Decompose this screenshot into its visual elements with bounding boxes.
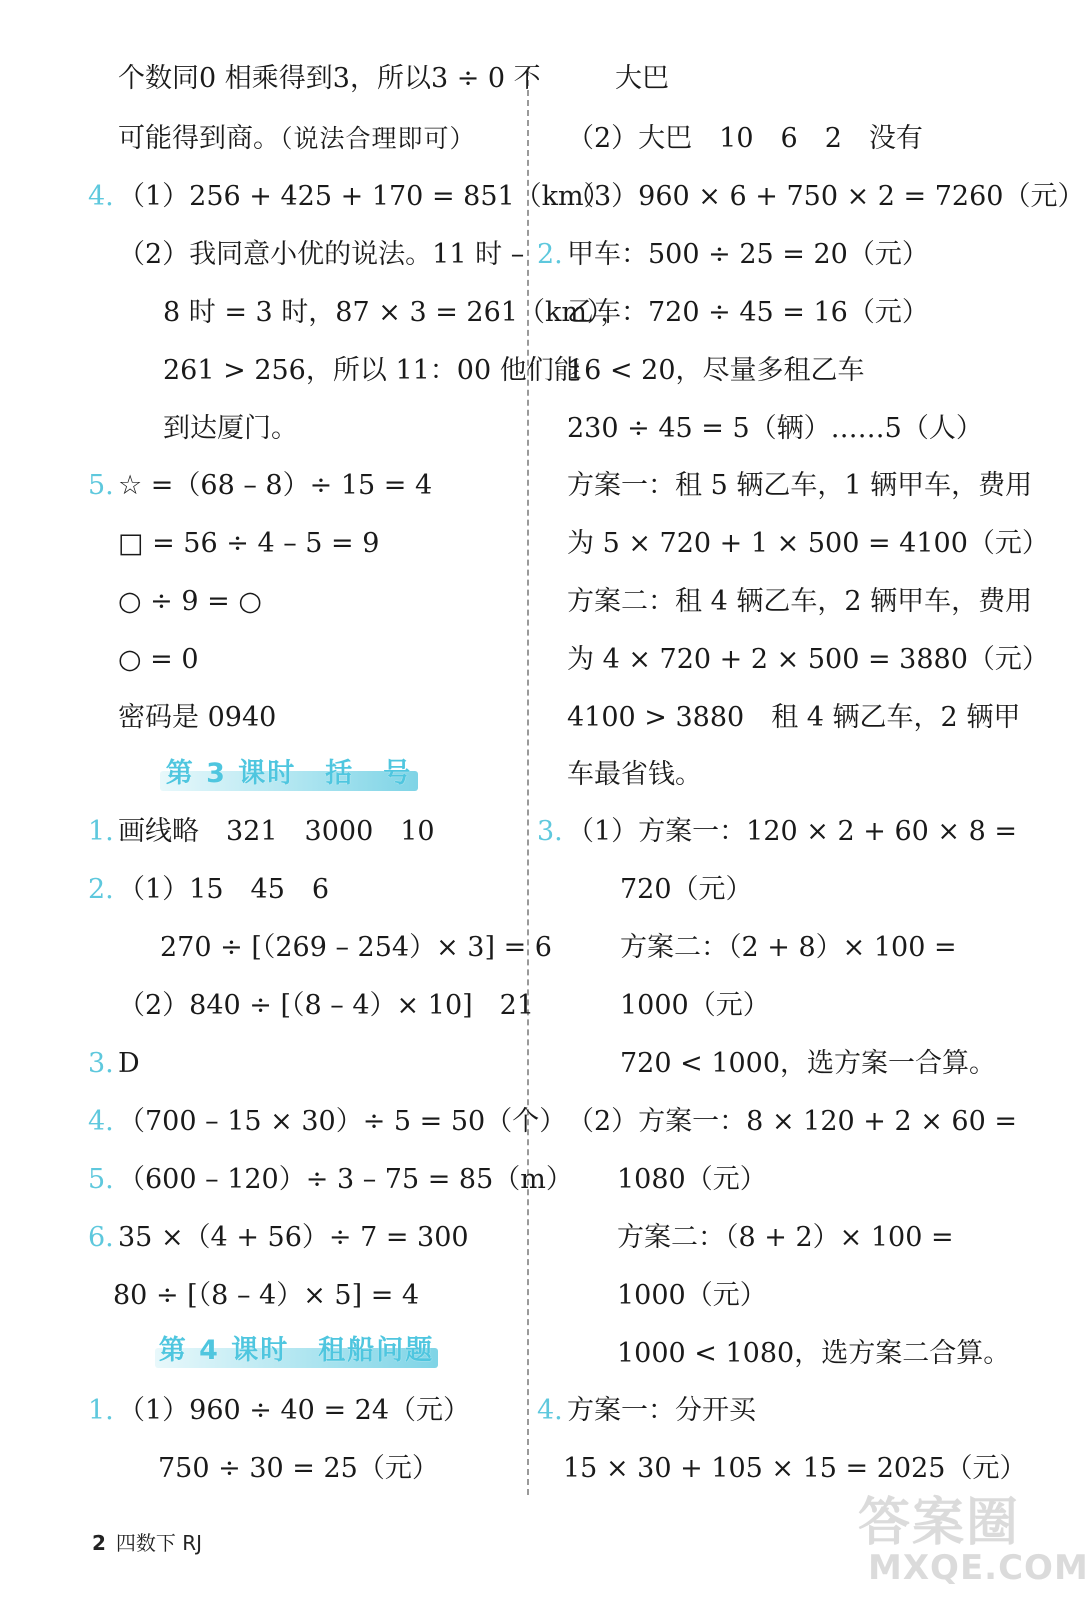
answer-line: 画线略 321 3000 10	[118, 816, 435, 847]
answer-line: （2）840 ÷ [（8 – 4）× 10] 21	[118, 990, 535, 1021]
answer-line: （700 – 15 × 30）÷ 5 = 50（个）	[118, 1106, 567, 1137]
section-title: 第 4 课时 租船问题	[158, 1335, 435, 1366]
answer-line: 720（元）	[620, 874, 753, 905]
answer-line: 35 ×（4 + 56）÷ 7 = 300	[118, 1222, 469, 1253]
answer-line: 750 ÷ 30 = 25（元）	[158, 1453, 439, 1484]
answer-line: 方案二：租 4 辆乙车，2 辆甲车，费用	[567, 586, 1033, 617]
page-footer	[92, 1527, 202, 1556]
section-title: 第 3 课时 括 号	[165, 758, 413, 789]
question-number: 5.	[88, 1164, 114, 1195]
question-number: 4.	[88, 1106, 114, 1137]
answer-line: 乙车：720 ÷ 45 = 16（元）	[567, 297, 929, 328]
answer-line: 261 > 256，所以 11：00 他们能	[163, 355, 581, 386]
question-number: 6.	[88, 1222, 114, 1253]
answer-line: 1000（元）	[617, 1280, 767, 1311]
answer-line: （1）960 ÷ 40 = 24（元）	[118, 1395, 471, 1426]
watermark-text: 答案圈	[858, 1493, 1021, 1553]
question-number: 5.	[88, 470, 114, 501]
text-line: 个数同0 相乘得到3，所以3 ÷ 0 不	[118, 63, 541, 94]
watermark-logo	[858, 1480, 1089, 1595]
question-number: 4.	[88, 181, 114, 212]
answer-line: 车最省钱。	[567, 759, 702, 790]
page-number: 2	[92, 1531, 106, 1555]
answer-line: 270 ÷ [（269 – 254）× 3] = 6	[160, 932, 552, 963]
watermark-url: MXQE.COM	[868, 1548, 1089, 1588]
answer-line: （2）大巴 10 6 2 没有	[567, 123, 923, 154]
answer-line: （1）15 45 6	[118, 874, 330, 905]
answer-line: 8 时 = 3 时，87 × 3 = 261（km），	[163, 297, 628, 328]
section-banner	[160, 756, 418, 796]
answer-line: 密码是 0940	[118, 702, 277, 733]
answer-line: 为 5 × 720 + 1 × 500 = 4100（元）	[567, 528, 1049, 559]
question-number: 4.	[537, 1395, 563, 1426]
answer-line: 到达厦门。	[163, 413, 298, 444]
question-number: 2.	[88, 874, 114, 905]
answer-line: 230 ÷ 45 = 5（辆）……5（人）	[567, 413, 983, 444]
answer-line: 16 < 20，尽量多租乙车	[567, 355, 865, 386]
answer-line: 方案一：分开买	[567, 1395, 756, 1426]
answer-line: （2）我同意小优的说法。11 时 –	[118, 239, 525, 270]
answer-line: 方案一：租 5 辆乙车，1 辆甲车，费用	[567, 470, 1033, 501]
answer-line: □ = 56 ÷ 4 – 5 = 9	[118, 528, 380, 559]
answer-line: 大巴	[615, 63, 669, 94]
answer-line: 方案二：（8 + 2）× 100 =	[617, 1222, 954, 1253]
answer-line: 甲车：500 ÷ 25 = 20（元）	[567, 239, 929, 270]
note-text: （说法合理即可）	[280, 124, 476, 153]
book-label: 四数下 RJ	[115, 1531, 203, 1555]
question-number: 1.	[88, 816, 114, 847]
answer-line: 1000（元）	[620, 990, 770, 1021]
text-span: 可能得到商。	[118, 123, 280, 154]
answer-line: 方案二：（2 + 8）× 100 =	[620, 932, 957, 963]
answer-line: D	[118, 1048, 140, 1079]
text-line	[118, 122, 476, 156]
answer-line: （600 – 120）÷ 3 – 75 = 85（m）	[118, 1164, 573, 1195]
question-number: 3.	[88, 1048, 114, 1079]
answer-line: 80 ÷ [（8 – 4）× 5] = 4	[113, 1280, 420, 1311]
question-number: 3.	[537, 816, 563, 847]
question-number: 2.	[537, 239, 563, 270]
answer-line: （1）方案一：120 × 2 + 60 × 8 =	[567, 816, 1017, 847]
answer-line: （3）960 × 6 + 750 × 2 = 7260（元）	[567, 181, 1085, 212]
answer-line: 1000 < 1080，选方案二合算。	[617, 1338, 1011, 1369]
answer-line: 为 4 × 720 + 2 × 500 = 3880（元）	[567, 644, 1049, 675]
section-banner	[155, 1333, 438, 1373]
answer-line: 1080（元）	[617, 1164, 767, 1195]
answer-line: ○ ÷ 9 = ○	[118, 586, 262, 617]
column-divider	[527, 70, 529, 1495]
answer-line: （2）方案一：8 × 120 + 2 × 60 =	[567, 1106, 1017, 1137]
answer-line: （1）256 + 425 + 170 = 851（km）	[118, 181, 611, 212]
answer-line: ○ = 0	[118, 644, 199, 675]
answer-line: ☆ =（68 – 8）÷ 15 = 4	[118, 470, 433, 501]
answer-line: 4100 > 3880 租 4 辆乙车，2 辆甲	[567, 702, 1021, 733]
question-number: 1.	[88, 1395, 114, 1426]
answer-line: 15 × 30 + 105 × 15 = 2025（元）	[563, 1453, 1027, 1484]
answer-line: 720 < 1000，选方案一合算。	[620, 1048, 997, 1079]
